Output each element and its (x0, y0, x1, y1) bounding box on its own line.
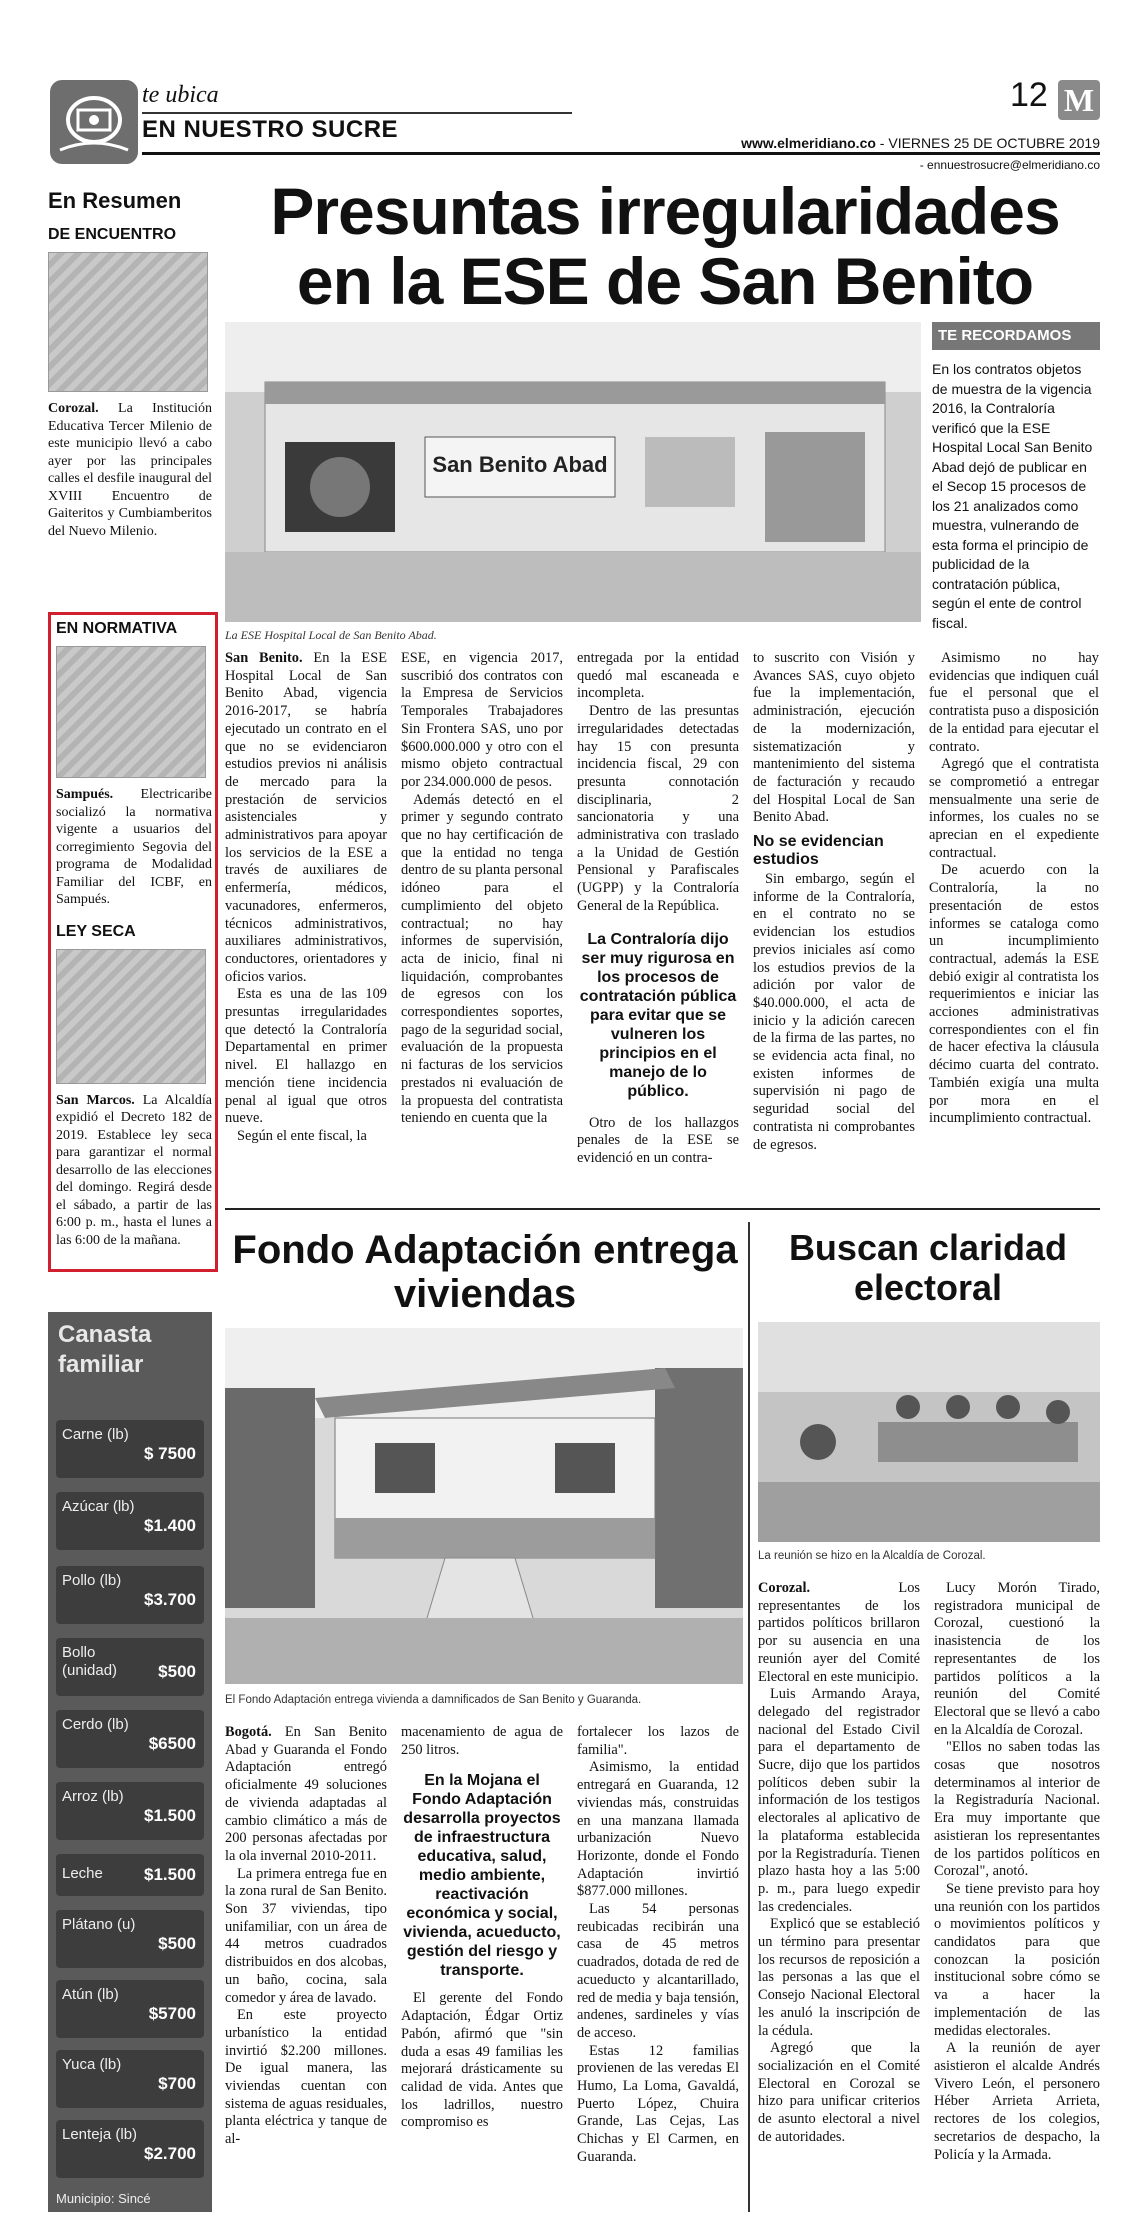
svg-text:San Benito Abad: San Benito Abad (432, 452, 608, 477)
story-column-2: ESE, en vigencia 2017, suscribió dos contratos con la Empresa de Servicios Temporales Trabajadores Sin Frontera SAS, uno por $600.000.000 y otro con el mismo objeto contractual por 234.000.000 de pesos. Además detectó en el primer y segundo contrato que no hay certificación de que la entidad no tenga dentro de su planta personal idóneo para el cumplimiento del objeto contractual; no hay informes de supervisión, acta de inicio, final ni liquidación, comprobantes de egresos con los correspondientes soportes, pago de la seguridad social, evaluación de la propuesta ni facturas de los servicios prestados ni evaluación de la propuesta del contratista teniendo en cuenta que la (401, 650, 563, 1127)
story2-column-2: macenamiento de agua de 250 litros. En la Mojana el Fondo Adaptación desarrolla proyectos de infraestructura educativa, salud, medio ambiente, reactivación económica y social, vivienda, acueducto, gestión del riesgo y transporte. El gerente del Fondo Adaptación, Édgar Ortiz Pabón, afirmó que "sin duda a esas 49 familias les mejorará drásticamente su calidad de vida. Antes que los ladrillos, nuestro compromiso es (401, 1724, 563, 2131)
sidebar-item-text: Sampués. Electricaribe socializó la normativa vigente a usuarios del corregimiento Segovia del programa de Modalidad Familiar del ICBF, en Sampués. (56, 787, 212, 907)
price-item: Yuca (lb) $700 (56, 2050, 204, 2108)
hospital-photo (225, 322, 921, 622)
price-item: Azúcar (lb) $1.400 (56, 1492, 204, 1550)
price-item: Leche $1.500 (56, 1854, 204, 1896)
house-illustration (225, 1328, 743, 1684)
story-column-1: San Benito. En la ESE Hospital Local de San Benito Abad, vigencia 2016-2017, se habría ejecutado un contrato en el que no se evidenciaron estudios previos ni análisis de mercado para la prestación de servicios asistenciales y administrativos para apoyar los servicios de la ESE a través de auxiliares de enfermería, médicos, vacunadores, enfermeros, técnicos administrativos, auxiliares administrativos, conductores, orientadores y oficios varios. Esta es una de las 109 presuntas irregularidades que detectó la Contraloría Departamental en primer nivel. El hallazgo en mención tiene incidencia penal al igual que otros nueve. Según el ente fiscal, la (225, 650, 387, 1144)
dateline-place: San Benito. (225, 650, 303, 666)
story-column-5: Asimismo no hay evidencias que indiquen cuál fue el personal que el contratista puso a disposición de la entidad para ejecutar el contrato. Agregó que el contratista se comprometió a entregar mensualmente una serie de informes, los cuales no se aprecian en el expediente contractual. De acuerdo con la Contraloría, la no presentación de estos informes se cataloga como un incumplimiento contractual, además la ESE debió exigir al contratista los requerimientos e iniciar las acciones administrativas correspondientes con el fin de hacer efectiva la cláusula décimo cuarta del contrato. También exigía una multa por mora en el incumplimiento contractual. (929, 650, 1099, 1127)
price-item: Lenteja (lb) $2.700 (56, 2120, 204, 2178)
price-item: Bollo (unidad) $500 (56, 1638, 204, 1696)
housing-photo (225, 1328, 743, 1684)
story2-column-3: fortalecer los lazos de familia". Asimismo, la entidad entregará en Guaranda, 12 viviendas más, construidas en una manzana llamada urbanización Nuevo Horizonte, donde el Fondo Adaptación invirtió $877.000 millones. Las 54 personas reubicadas recibirán una casa de 45 metros cuadrados, dotada de red de acueducto y alcantarillado, red de media y baja tensión, andenes, sardineles y vías de acceso. Estas 12 familias provienen de las veredas El Humo, La Loma, Gavaldá, Puerto López, Chuira Grande, Las Cejas, Las Chichas y El Carmen, en Guaranda. (577, 1724, 739, 2165)
dateline (700, 135, 1100, 151)
photo-caption: La ESE Hospital Local de San Benito Abad. (225, 628, 437, 642)
sidebar-title: En Resumen (48, 188, 182, 213)
section-email[interactable]: - ennuestrosucre@elmeridiano.co (919, 158, 1100, 172)
sidebar-item-section: EN NORMATIVA (56, 620, 178, 637)
price-item: Pollo (lb) $3.700 (56, 1566, 204, 1624)
price-item: Plátano (u) $500 (56, 1910, 204, 1968)
pull-quote: En la Mojana el Fondo Adaptación desarrolla proyectos de infraestructura educativa, salud, medio ambiente, reactivación económica y social, vivienda, acueducto, gestión del riesgo y transporte. (403, 1772, 561, 1980)
masthead-logo: M (1058, 80, 1100, 120)
issue-date: - VIERNES 25 DE OCTUBRE 2019 (875, 135, 1100, 151)
story3-column-2: Lucy Morón Tirado, registradora municipal de Corozal, cuestionó la inasistencia de los representantes de los partidos políticos a la reunión del Comité Electoral que se llevó a cabo en la Alcaldía de Corozal. "Ellos no saben todas las cosas que nosotros determinamos al interior de la Registraduría Nacional. Era muy importante que asistieran los representantes de los partidos políticos en Corozal", anotó. Se tiene previsto para hoy una reunión con los partidos o movimientos políticos y candidatos para que conozcan la posición institucional sobre cómo se va a hacer la implementación de las medidas electorales. A la reunión de ayer asistieron el alcalde Andrés Vivero León, el personero Héber Arrieta Arrieta, rectores de los colegios, secretarios de despacho, la Policía y la Armada. (934, 1580, 1100, 2163)
municipio-label: Municipio: Sincé (56, 2191, 151, 2206)
site-url[interactable]: www.elmeridiano.co (741, 135, 876, 151)
price-item: Carne (lb) $ 7500 (56, 1420, 204, 1478)
story2-column-1: Bogotá. En San Benito Abad y Guaranda el Fondo Adaptación entregó oficialmente 49 soluciones de vivienda adaptadas al cambio climático a más de 200 personas afectadas por la ola invernal 2010-2011. La primera entrega fue en la zona rural de San Benito. Son 37 viviendas, tipo unifamiliar, con un área de 44 metros cuadrados distribuidos en dos alcobas, un baño, cocina, sala comedor y área de lavado. En este proyecto urbanístico la entidad invirtió $2.200 millones. De igual manera, las viviendas cuentan con sistema de aguas residuales, planta eléctrica y tanque de al- (225, 1724, 387, 2148)
header-kicker: te ubica (142, 82, 219, 108)
section-divider (225, 1208, 1100, 1210)
meeting-photo (56, 646, 206, 778)
te-recordamos-text: En los contratos objetos de muestra de la vigencia 2016, la Contraloría verificó que la ESE Hospital Local San Benito Abad dejó de publicar en el Secop 15 procesos de los 21 analizados como muestra, vulnerando de esta forma el principio de publicidad de la contratación pública, según el ente de control fiscal. (932, 361, 1093, 631)
canasta-familiar-box (48, 1312, 212, 2212)
section-logo (50, 80, 138, 164)
map-pin-icon (50, 80, 138, 164)
sidebar-item-text: Corozal. La Institución Educativa Tercer Milenio de este municipio llevó a cabo ayer por las principales calles el desfile inaugural del XVIII Encuentro de Gaiteritos y Cumbiamberitos del Nuevo Milenio. (48, 401, 212, 539)
canasta-title: Canasta familiar (58, 1321, 152, 1378)
sidebar-item-section: DE ENCUENTRO (48, 226, 177, 243)
te-recordamos-label: TE RECORDAMOS (932, 322, 1100, 350)
parade-photo (48, 252, 208, 392)
header-divider (142, 112, 572, 114)
page-number: 12 (1010, 76, 1048, 114)
section-title: EN NUESTRO SUCRE (142, 116, 399, 143)
story-column-4: to suscrito con Visión y Avances SAS, cuyo objeto fue la implementación, administración, ejecución de la modernización, sistematización y mantenimiento del sistema de facturación y recaudo del Hospital Local de San Benito Abad. No se evidencian estudios Sin embargo, según el informe de la Contraloría, en el contrato no se evidencian los estudios previos iniciales así como los estudios previos de la adición por valor de $40.000.000, el acta de inicio y la adición carecen de la firma de las partes, no se evidencia acta final, no existen informes de supervisión ni pago de seguridad social del contratista ni comprobantes de egresos. (753, 650, 915, 1153)
hospital-illustration (225, 322, 921, 622)
story3-headline: Buscan claridad electoral (788, 1227, 1068, 1308)
dateline-place: Corozal. (758, 1580, 811, 1596)
price-item: Cerdo (lb) $6500 (56, 1710, 204, 1768)
column-divider (748, 1222, 750, 2212)
dateline-place: Bogotá. (225, 1724, 272, 1740)
header-rule (142, 152, 1100, 155)
meeting-room-photo (758, 1322, 1100, 1542)
story-column-3: entregada por la entidad quedó mal escaneada e incompleta. Dentro de las presuntas irregularidades detectadas hay 15 con presunta incidencia fiscal, 29 con presunta connotación disciplinaria, 2 sancionatoria y una administrativa con traslado a la Unidad de Gestión Pensional y Parafiscales (UGPP) y la Contraloría General de la República. La Contraloría dijo ser muy rigurosa en los procesos de contratación pública para evitar que se vulneren los principios en el manejo de lo público. Otro de los hallazgos penales de la ESE se evidenció en un contra- (577, 650, 739, 1166)
meeting-illustration (758, 1322, 1100, 1542)
street-photo (56, 949, 206, 1084)
story2-headline: Fondo Adaptación entrega viviendas (232, 1228, 738, 1316)
price-item: Atún (lb) $5700 (56, 1980, 204, 2038)
story3-caption: La reunión se hizo en la Alcaldía de Corozal. (758, 1550, 986, 1562)
price-item: Arroz (lb) $1.500 (56, 1782, 204, 1840)
pull-quote: La Contraloría dijo ser muy rigurosa en los procesos de contratación pública para evitar que se vulneren los principios en el manejo de lo público. (579, 930, 737, 1100)
main-headline: Presuntas irregularidades en la ESE de San Benito (270, 174, 1060, 318)
story-subhead: No se evidencian estudios (753, 833, 884, 869)
story2-caption: El Fondo Adaptación entrega vivienda a damnificados de San Benito y Guaranda. (225, 1694, 642, 1706)
sidebar-item-section: LEY SECA (56, 922, 136, 940)
story3-column-1: Corozal. Los representantes de los partidos políticos brillaron por su ausencia en una reunión ayer del Comité Electoral en este municipio. Luis Armando Araya, delegado del registrador nacional del Estado Civil para el departamento de Sucre, dijo que los partidos políticos deben subir la información de los testigos electorales al aplicativo de la plataforma establecida por la Registraduría. Tienen plazo hasta hoy a las 5:00 p. m., para luego expedir las credenciales. Explicó que se estableció un término para presentar los recursos de reposición a las personas a las que el Consejo Nacional Electoral les anuló la inscripción de la cédula. Agregó que la socialización en el Comité Electoral en Corozal se hizo para unificar criterios de asunto electoral a nivel de autoridades. (758, 1580, 920, 2145)
sidebar-en-resumen (48, 170, 212, 540)
sidebar-item-normativa (56, 620, 212, 1249)
sidebar-item-text: San Marcos. La Alcaldía expidió el Decreto 182 de 2019. Establece ley seca para garantizar el normal desarrollo de las elecciones del domingo. Regirá desde el sábado, a partir de las 6:00 p. m., hasta el lunes a las 6:00 de la mañana. (56, 1092, 212, 1248)
